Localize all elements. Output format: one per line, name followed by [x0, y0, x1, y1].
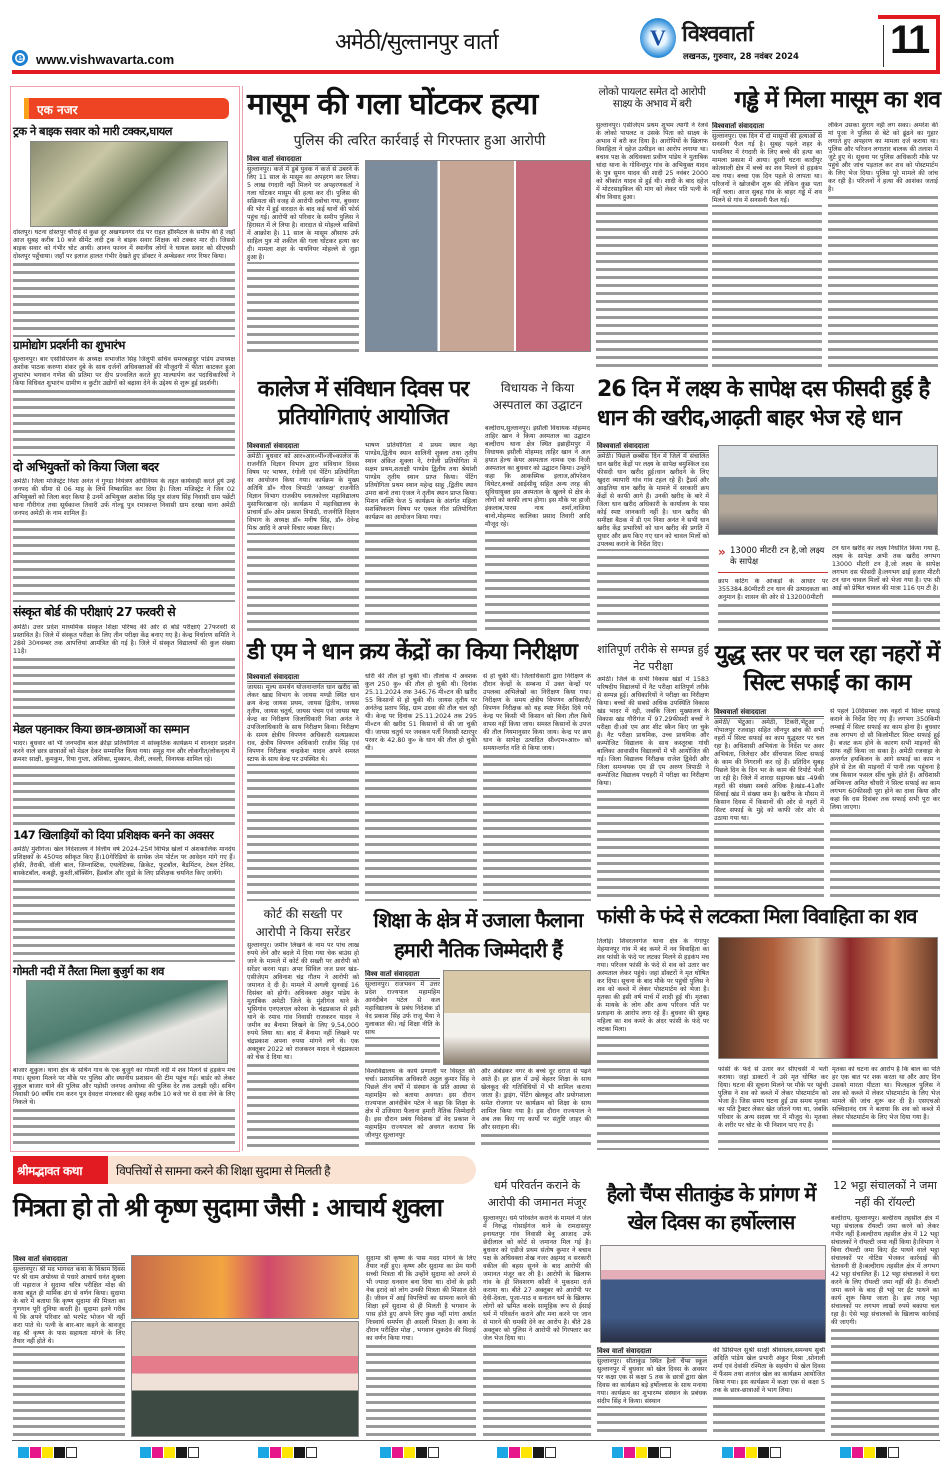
registration-grid-icon — [888, 1447, 899, 1458]
subheadline: पुलिस की त्वरित कार्रवाई से गिरफ्तार हुआ आरोपी — [293, 133, 546, 149]
headline-net-pariksha: शांतिपूर्ण तरीके से सम्पन्न हुई नेट परीक्षा — [597, 643, 709, 673]
sports-day-photo — [600, 1245, 826, 1343]
registration-grid-icon — [770, 1447, 781, 1458]
article-body: विश्वविद्यालय के कार्य प्रणाली पर विस्तृत की चर्चा। प्रशासनिक अधिकारी अतुल कुमार सिंह ने पिछले तीन वर्षों में संस्थान के प्रति आस्था से महामहिम को बताया अवगत। इस दौरान राज्यपाल आनंदीबेन पटेल ने कहा कि शिक्षा के क्षेत्र में उजियारा फैलाना हमारी नैतिक जिम्मेदारी है। इस दौरान प्रबंध निदेशक डॉ वेद प्रकाश ने महामहिम राज्यपाल को अवगत कराया कि जौनपुर सुल्तानपुर — [365, 1068, 475, 1150]
wedding-photo — [718, 937, 938, 1059]
news-title: 147 खिलाड़ियों को दिया प्रशिक्षक बनने का अवसर — [13, 828, 235, 843]
article-body: धोरी की तौल हो चुकी थी। तौलांक में अवशक कुल 250 कु० की तौल हो चुकी थी। दिनांक 25.11.2024 तक 346.76 मी०टन की खरीद 55 किसानों से हो चुकी थी। जायस तृतीय पर अनंतेन्द्र प्रताप सिंह, ग्राम उदवा की तौल चल रही थी। केन्द्र पर दिनांक 25.11.2024 तक 295 मी०टन की खरीद 51 किसानों से की जा चुकी थी। जायस चतुर्थ पर जवकन पर्ती निवासी स्टारपुर परवर के 42.80 कु० के धान की तौल हो चुकी थी। — [365, 673, 477, 901]
katha-banner-text: विपत्तियों से सामना करने की शिक्षा सुदामा से मिलती है — [116, 1164, 330, 1178]
meeting-photo — [718, 445, 938, 535]
news-title: गोमती नदी में तैरता मिला बुजुर्ग का शव — [13, 964, 235, 979]
article-body: अमेठी। जिले के सभी विकास खंडों में 1583 परिषदीय विद्यालयों में नैट परीक्षा शांतिपूर्ण तरीके से सम्पन्न हुई। अधिकारियों ने परीक्षा का निरीक्षण किया। बच्चों की सबसे अधिक उपस्थिति विकास खंड भादर में रही, जबकि जिला मुख्यालय के विकास खंड गौरीगंज में 97.29फीसदी बच्चों ने परीक्षा दी।ओ एम आर शीट स्कैन किए जा चुके हैं। नैट परीक्षा प्राथमिक, उच्च प्राथमिक और कम्पोजिट विद्यालय के साथ कस्तूरबा गांधी बालिका आवासीय विद्यालयों में भी आयोजित की गई। जिला विद्यालय निरीक्षक राजेश द्विवेदी और जिला समन्वयक एम डी एम अरुण त्रिपाठी ने कम्पोजिट विद्यालय पचहरी में परीक्षा का निरीक्षण किया। — [597, 676, 709, 901]
news-body: दोस्तपुर। घटना दोस्तपुर चौराहे से कुछ दूर अखण्डनगर रोड पर राहत हॉस्पिटल के समीप की है जहाँ आज सुबह करीब 10 बजे सीमेंट लदी ट्रक ने बाइक सवार शिक्षक को टक्कर मार दी। जिससे बाइक सवार को गंभीर चोट आयी। आनन फानन में स्थानीय लोगों ने घायल सवार को सीएचसी दोस्तपुर पहुँचाया। जहाँ पर इलाज हालत गंभीर देखते हुए डॉक्टर ने अम्बेडकर नगर रिफर किया। — [13, 229, 235, 337]
cmyk-swatch-yellow — [164, 1447, 175, 1458]
cmyk-swatch-black — [876, 1447, 887, 1458]
article-body: विश्ववार्ता संवाददाता अमेठी/ भेंटुआ। अमेठी, टिकरी,भेंटुआ , गोपालपुर रजवाहा सहित जौनपुर ब्रांच की सभी नहरों में सिल्ट सफाई का काम युद्धस्तर पर चल रहा है। अधिशासी अभियंता के निर्देश पर अवर अभियंता, जिलेदार और सींचपाल सिल्ट सफाई के काम की निगरानी कर रहे हैं। प्रतिदिन सुबह पिछले दिन के दिन भर के काम की रिपोर्ट भेजी जा रही है। जिले में शारदा सहायक खंड -49की नहरों की संख्या सबसे अधिक है।खंड-41और सिंचाई खंड में संख्या कम है। खरीफ के मौसम में किसान दिवस में किसानों की ओर से नहरों में सिल्ट सफाई के मुद्दे को काफी जोर शोर से उठाया गया था। — [714, 708, 824, 901]
news-title: संस्कृत बोर्ड की परीक्षाएं 27 फरवरी से — [13, 603, 235, 620]
news-body: बाजार शुकुल। थाना क्षेत्र के सथिन गाव के एक बुजुर्ग का गोमती नदी में शव मिलने से हड़कंप मच गया। सूचना मिलने पर मौके पर पुलिस और स्थानीय प्रशासन की टीम पहुंच गई। बार्डर को लेकर शुकुल बाजार थाने की पुलिस और पड़ोसी जनपद अयोध्या की पुलिस देर तक उलझी रही। सथिन निवासी 90 वर्षीय राम करन पुत्र देवदत्त मंगलवार की सुबह करीब 10 बजे घर से दवा लेने के लिए निकले थे। — [13, 1067, 235, 1147]
article-body: लेकिन उसका सुराग नहीं लग सका। अमरेश की मां पूजा ने पुलिस से बेटे को ढूंढने का गुहार लगाते हुए अपहरण का मामला दर्ज कराया था। पुलिस और परिजन लगातार बालक की तलाश में जुटे हुए थे। सूचना पर पुलिस अधिकारी मौके पर पहुंचे और जांच पड़ताल कर शव को पोस्टमार्टम के लिए भेज दिया। पुलिस पूरे मामले की जांच कर रही है। परिजनों ने हत्या की आशंका जताई है। — [828, 122, 938, 370]
masthead — [0, 0, 945, 75]
dateline: लखनऊ, गुरुवार, 28 नवंबर 2024 — [683, 52, 799, 62]
article-body: विश्व वार्ता संवाददाता सुल्तानपुर। कर्ज में डूबे युवक ने कर्ज से उबरने के लिए 11 साल के मासूम का अपहरण कर लिया। 5 लाख रंगदारी नहीं मिलने पर अपहरणकर्ता ने गला घोंटकर मासूम की हत्या कर दी। पुलिस की सक्रियता की वजह से आरोपी दबोचा गया, बुधवार की भोर में हुई वारदात के बाद कई थानों की फोर्स पहुंच गई। आरोपी को परिवार के समीप पुलिस ने हिरासत में ले लिया है। वारदात से मोहल्ले वासियों में आक्रोश है। 11 साल के मासूम औसाफ उर्फ साहिल पुत्र मो शकील की गला घोंटकर हत्या कर दी। मामला शहर के पायनियर मोहल्ले से जुड़ा हुआ है। — [247, 155, 359, 357]
header-rule — [12, 70, 940, 74]
cmyk-swatch-black — [416, 1447, 427, 1458]
article-body: बल्दीराय, सुल्तानपुर। बल्दीराय तहसील क्षेत्र में भट्ठा संचालक रॉयल्टी जमा करने को लेकर गंभीर नहीं है।बल्दीराय तहसील क्षेत्र में 12 भट्ठा संचालकों ने रॉयल्टी जमा नहीं किया है।विभाग ने बिना रॉयल्टी जमा किए ईंट पाथने वाले भट्ठा संचालकों पर नोटिस भेजकर कार्रवाई की चेतावनी दी है।बल्दीराय तहसील क्षेत्र में लगभग 42 भट्ठा संचालित हैं। 12 भट्ठा संचालकों ने धरा करने के लिए रॉयल्टी जमा नहीं की है। रॉयल्टी जमा करने के बाद ही भट्ठे पर ईंट पाथने का कार्य शुरू किया जाता है। इस तरह भट्ठा संचालकों पर लगभग लाखों रुपये बकाया चल रहा है। ऐसे भट्ठा संचालकों के खिलाफ कार्रवाई की जाएगी। — [831, 1215, 939, 1437]
cmyk-swatch-yellow — [746, 1447, 757, 1458]
cmyk-swatch-cyan — [258, 1447, 269, 1458]
cmyk-swatch-black — [758, 1447, 769, 1458]
article-body: सुल्तानपुर। जमीन लिखने के नाम पर पांच लाख रुपये लेने और बदले में दिया गया चेक बाउंस हो जाने के मामले में कोर्ट की सख्ती पर आरोपी को सरेंडर करना पड़ा। अपर सिविल जज प्रवर खंड-एसीजेएम अविनाश चंद्र गौतम ने आरोपी को जमानत दे दी है। मामले में अगली सुनवाई 16 दिसंबर को होगी। अधिवक्ता अंकुर पांडेय के मुताबिक अमेठी जिले के मुंशीगंज थाने के भुसिगांव एनएलएल कोरवा के चंद्रप्रकाश से इसी थाने के रमाव गांव निवासी राजकरन यादव ने जमीन का बैनामा लिखने के लिए 9,54,000 रुपये लिया था। बाद में बैनामा नहीं लिखने पर चंद्रप्रकाश अपना रुपया मांगने लगे थे। एक अक्तूबर 2022 को राजकरन यादव ने चंद्रप्रकाश को चेक दे दिया था। — [247, 942, 359, 1150]
article-body: सुल्तानपुर। धर्म परिवर्तन कराने के मामले में जेल में निरुद्ध गोसाईंगंज थाने के रामदासपुर इनायतपुर गांव निवासी बेनू आजाद उर्फ छेदीलाल को कोर्ट से जमानत मिल गई है। बुधवार को एडीजे प्रथम संतोष कुमार ने बचाव पक्ष के अधिवक्ता शेख नजर अहमद व सरकारी वकील की बहस सुनने के बाद आरोपी की जमानत मंजूर कर ली है। आरोपी के खिलाफ गांव के ही शिवशरण कौशी ने मुकदमा दर्ज कराया था। बीते 27 अक्तूबर को आरोपी पर देवी-देवता, पूजा-पाठ व सनातन धर्म के खिलाफ लोगों को भ्रमित करके सामूहिक रूप से ईसाई धर्म में परिवर्तन कराने और मना करने पर जान से मारने की धमकी देने का आरोप है। बीते 28 अक्तूबर को पुलिस ने आरोपी को गिरफ्तार कर जेल भेज दिया था। — [483, 1215, 591, 1437]
article-body: टन धान खरीद का लक्ष्य निर्धारित किया गया है, लक्ष्य के सापेक्ष अभी तक खरीद लगभग 13000 मीटरी टन है,जो लक्ष्य के सापेक्ष लगभग दस फीसदी है।लगभग ढाई हजार मीटरी टन धान चावल मिलों को भेजा गया है। एफ सी आई को प्रेषित चावल की मात्रा 116 एम टी है। — [832, 545, 940, 632]
cmyk-swatch-cyan — [722, 1447, 733, 1458]
headline-loco-pilot: लोको पायलट समेत दो आरोपी साक्ष्य के अभाव में बरी — [598, 86, 706, 111]
article-body: बल्दीराय,सुल्तानपुर। इसौली विधायक मोहम्मद ताहिर खान ने किया अस्पताल का उद्घाटन बल्दीराय थाना क्षेत्र स्थित इब्राहीमपुर में विधायक इसौली मोहम्मद ताहिर खान ने अल हयात हेल्थ केयर अस्पताल नामक एक निजी अस्पताल का बुधवार को उद्घाटन किया। उन्होंने कहा कि आकस्मिक इलाज,ऑपरेशन थियेटर,बच्चों आईसीयू सहित अन्य तरह की सुविधायुक्त इस अस्पताल के खुलने से क्षेत्र के लोगों को काफी लाभ होगा। इस मौके पर हाजी इंकलाब,पारस नाथ शर्मा,नाजिया बानो,मोहम्मद कालिका प्रसाद तिवारी आदि मौजूद रहे। — [485, 425, 590, 632]
cmyk-swatch-black — [294, 1447, 305, 1458]
article-body: से पहले 10दिसम्बर तक नहरों में सिल्ट सफाई कराने के निर्देश दिए गए हैं। लगभग 350किमी लम्बाई में सिल्ट सफाई का काम होना है। बुधवार तक लगभग दो सौ किलोमीटर सिल्ट सफाई हुई है। बजट कम होने के कारण सभी माइनरों की साफ नहीं किया जा सका है। अमेठी रजवाहा के अन्तर्गत हथकिलन के आगे सफाई का काम न होने से टेल की माइनरों में पानी तक पहुंचना है जब किसान फसल सींच चुके होते हैं। अधिशासी अभियन्ता अमित चौधरी ने सिल्ट सफाई का काम लगभग 60फीसदी पूरा होने का दावा किया और कहा कि दस दिसंबर तक सफाई सभी पूरा कर लिया जाएगा। — [830, 708, 940, 901]
registration-grid-icon — [188, 1447, 199, 1458]
cmyk-swatch-black — [533, 1447, 544, 1458]
article-body: सुल्तानपुर। एसीजेएम प्रथम शुभम त्यागी ने रेलवे के लोको पायलट व उसके पिता को साक्ष्य के अभाव में बरी कर दिया है। आरोपियों के खिलाफ विवाहिता ने दहेज उत्पीड़न का आरोप लगाया था। बचाव पक्ष के अधिवक्ता प्रवीण पांडेय ने मुताबिक चांदा थाना के गोविन्दपुर गांव के अभियुक्त यादव के पुत्र सुमन यादव की शादी 25 नवंबर 2000 को श्रीकांत यादव से हुई थी। शादी के बाद दहेज में मोटरसाइकिल की मांग को लेकर पति पत्नी के बीच विवाद हुआ। — [596, 122, 708, 370]
cmyk-swatch-cyan — [840, 1447, 851, 1458]
cmyk-swatch-cyan — [18, 1447, 29, 1458]
cmyk-swatch-magenta — [852, 1447, 863, 1458]
headline-nahar-silt: युद्ध स्तर पर चल रहा नहरों में सिल्ट सफाई का काम — [714, 641, 940, 696]
cmyk-swatch-black — [54, 1447, 65, 1458]
headline-dhan-kharid: 26 दिन में लक्ष्य के सापेक्ष दस फीसदी हुई है धान की खरीद,आढ़ती बाहर भेज रहे धान — [597, 377, 930, 431]
column-divider — [242, 86, 243, 1151]
news-title: ग्रामोद्योग प्रदर्शनी का शुभारंभ — [13, 338, 235, 353]
headline-dm-nirikshan: डी एम ने धान क्रय केंद्रों का किया निरीक्षण — [247, 639, 578, 665]
website-url[interactable]: www.vishwavarta.com — [36, 52, 175, 67]
cmyk-swatch-group — [258, 1447, 317, 1458]
river-photo — [26, 980, 228, 1064]
katha-banner-tag: श्रीमद्भावत कथा — [13, 1156, 108, 1184]
news-title: मेडल पहनाकर किया छात्र-छात्राओं का सम्मान — [13, 722, 235, 737]
headline-hello-champs: हैलो चैंप्स सीताकुंड के प्रांगण में खेल दिवस का हर्षोल्लास — [606, 1182, 816, 1234]
news-body: भादर। बुधवार को भी जनपदीय बाल क्रीड़ा प्रतियोगिता में सांस्कृतिक कार्यक्रम में शानदार प्रदर्शन करने वाले छात्र छात्राओं को मेडल देकर सम्मानित किया गया। समूह गान और लोकगीत/लोकनृत्य में क्रमशः साक्षी, कुमकुम, रिया गुप्ता, अंशिका, मुस्कान, शैली, लवली, विनायक शामिल रहे। — [13, 740, 235, 826]
registration-grid-icon — [66, 1447, 77, 1458]
cmyk-swatch-group — [722, 1447, 781, 1458]
ek-nazar-badge: एक नजर — [24, 98, 229, 119]
news-title: ट्रक ने बाइक सवार को मारी टक्कर,घायल — [13, 124, 235, 139]
cmyk-swatch-yellow — [404, 1447, 415, 1458]
news-body: अमेठी। उत्तर प्रदेश माध्यमिक संस्कृत शिक्षा परिषद की ओर से बोर्ड परीक्षाएं 27फरवरी से प्रस्तावित है। जिले में संस्कृत परीक्षा के लिए तीन परीक्षा केंद्र बनाए गए है। केन्द्र निर्धारण समिति ने 28से 30नवम्बर तक आपत्तियां आमंत्रित की गई है। जिले में संस्कृत विद्यालयों की कुल संख्या 11है। — [13, 624, 235, 720]
cmyk-swatch-group — [840, 1447, 899, 1458]
cmyk-swatch-black — [176, 1447, 187, 1458]
cmyk-swatch-cyan — [380, 1447, 391, 1458]
article-body: से हो चुकी थी। जिलाधिकारी द्वारा निरीक्षण के दौरान केन्द्रों के सम्बन्ध में उक्त केन्द्रों पर उपलब्ध अभिलेखों का निरीक्षण किया गया। निरीक्षण के समय क्षेत्रीय विपणन अधिकारी/विपणन निरीक्षक को यह स्पष्ट निर्देश दिये गये केन्द्र पर किसी भी किसान को बिना तौल किये वापस नहीं किया जाय। समस्त किसानों के उपज की तौल नियमानुसार किया जाय। केन्द्र पर क्रय धान के सापेक्ष उत्पादित सी०एम०आर० को समयान्तर्गत गति से किया जाय। — [483, 673, 591, 901]
cmyk-swatch-group — [18, 1447, 77, 1458]
article-body: विश्ववार्ता संवाददाता जायस। मूल्य समर्थन योजनान्तर्गत धान खरीद को लेकर खाद्य विभाग के जायस मण्डी स्थित धान क्रय केन्द्र जायस प्रथम, जायस द्वितीय, जायस तृतीय, जायस चतुर्थ, जायस पंचम एवं जायस षष्ट केन्द्र का निरीक्षण जिलाधिकारी निशा अनंत ने उपजिलाधिकारी के साथ निरीक्षण किया। निरीक्षण के समय क्षेत्रीय विपणन अधिकारी सत्यप्रकाश राव, क्षेत्रीय विपणन अधिकारी राजीव सिंह एवं विपणन निरीक्षक चन्द्रकेश यादव अपने समस्त स्टाफ के साथ केन्द्र पर उपस्थित थे। — [247, 673, 359, 901]
article-body: विश्ववार्ता संवाददाता अमेठी। बुधवार को आर०आर०पी०जी०कालेज के राजनीति विज्ञान विभाग द्वारा संविधान दिवस विषय पर भाषण, रंगोली एवं पेंटिंग प्रतियोगिता का आयोजन किया गया। कार्यक्रम के मुख्य अतिथि डॉ० गौरव त्रिपाठी 'अध्यक्ष' राजनीति विज्ञान विभाग राजकीय स्नातकोत्तर महाविद्यालय मुसाफिरखाना रहे। कार्यक्रम में महाविद्यालय के प्राचार्य डॉ० ओम प्रकाश त्रिपाठी, राजनीति विज्ञान विभाग के अध्यक्ष डॉ० मनीष सिंह, डॉ० देवेन्द्र मिश्र आदि ने अपने विचार व्यक्त किए। — [247, 442, 359, 632]
page-number-divider — [883, 25, 884, 67]
headline-samvidhan-diwas: कालेज में संविधान दिवस पर प्रतियोगिताएं आयोजित — [257, 377, 469, 430]
cmyk-swatch-group — [380, 1447, 439, 1458]
cmyk-swatch-magenta — [734, 1447, 745, 1458]
cmyk-swatch-group — [612, 1447, 671, 1458]
cmyk-swatch-magenta — [30, 1447, 41, 1458]
footer-rule — [12, 1440, 940, 1441]
quote-mark-icon: » — [718, 545, 726, 559]
cmyk-swatch-yellow — [864, 1447, 875, 1458]
headline-shiksha-ujala: शिक्षा के क्षेत्र में उजाला फैलाना हमारी नैतिक जिम्मेदारी हैं — [373, 908, 583, 962]
cmyk-swatch-yellow — [282, 1447, 293, 1458]
article-body: क्राप कटिंग के आंकड़ों के आधार पर 355384.80मीटरी टन धान की उत्पादकता का अनुमान है। शासन की ओर से 132000मीटरी — [718, 578, 828, 632]
headline-mitrata: मित्रता हो तो श्री कृष्ण सुदामा जैसी : आचार्य शुक्ला — [13, 1193, 442, 1222]
news-body: सुल्तानपुर। बार एसोसिएशन के अध्यक्ष सभाजीत सिंह जिलुपी सचिव समरबहादुर पांडेय उपाध्यक्ष अशोक पाठक करुणा शंकर दुबे के साथ दर्जनों अधिवक्ताओं की मौजूदगी में फीता काटकर हुआ शुभारंभ भगवान गणेश की प्रतिमा पर दीप प्रज्वलित करते हुए माल्यार्पण कर पदाधिकारियों ने किया विधिवत शुभारंभ ग्रामीण व कुटीर उद्योगों को बढ़ावा देने के उद्देश्य से शुरू हुई प्रदर्शनी। — [13, 356, 235, 456]
article-body: विश्ववार्ता संवाददाता सुल्तानपुर। एक दिन में दो मासूमों की हत्याओं से सनसनी फैल गई है। सुबह पहले शहर के पायनियर में रंगदारी के लिए बच्चे की हत्या का मामला प्रकाश में आया। दूसरी घटना कादीपुर कोतवाली क्षेत्र में बच्चे का शव मिलने से हड़कंप मच गया। बच्चा एक दिन पहले से लापता था। परिजनों ने खोजबीन शुरू की लेकिन कुछ पता नहीं चला। आज सुबह गांव के बाहर गड्ढे में शव मिलने से गांव में सनसनी फैल गई। — [712, 122, 822, 370]
article-body: और अंबेडकर नगर के बच्चे दूर दराज से पढ़ने आते हैं। हर हाल में उन्हें बेहतर शिक्षा के साथ खेलकूद की गतिविधियों में भी शामिल कराया जाता है। ड्राइंग, पेंटिंग खेलकूद और प्रयोगशाला समेत रोजगार पर कार्यक्रम को शिक्षा के साथ शामिल किया गया है। इस दौरान राज्यपाल ने अब तक किए गए कार्यों पर संतुष्टि जाहर की और सराहना की। — [481, 1068, 591, 1150]
cmyk-swatch-magenta — [509, 1447, 520, 1458]
news-title: दो अभियुक्तों को किया जिला बदर — [13, 458, 235, 475]
news-body: अमेठी। जिला मजिस्ट्रेट निशा अनंत ने गुण्डा नियंत्रण अधिनियम के तहत कार्यवाही करते हुये उन्हें जनपद की सीमा से 06 माह के लिये निष्कासित कर दिया है। जिला मजिस्ट्रेट ने जिन 02 अभियुक्तों को जिला बदर किया है उनमें अभियुक्त अशोक सिंह पुत्र संजय सिंह निवासी ग्राम पछेंटी थाना गौरीगंज तथा सूर्यकान्त तिवारी उर्फ गोल्डू पुत्र रमाकान्त निवासी ग्राम दरखा थाना अमेठी जनपद अमेठी के नाम शामिल हैं। — [13, 478, 235, 602]
article-body: की प्रिंसिपल सुश्री साक्षी श्रीवास्तव,समन्वय सुश्री अदिति पांडेय खेल प्रभारी अंकुर मिश्रा ,सोनाली शर्मा एवं देवांशी रश्मिता के सहयोग से खेल दिवस में फैंसम तथा शतरंज खेल का कार्यक्रम आयोजित किया गया। इस कार्यक्रम में कक्षा एक से कक्षा 5 तक के छात्र-छात्राओं ने भाग लिया। — [713, 1347, 825, 1437]
governor-meeting-photo — [443, 970, 591, 1065]
article-body: विश्ववार्ता संवाददाता अमेठी। पिछले छब्बीस दिन में जिले में संचालित धान खरीद केंद्रों पर लक्ष्य के सापेक्ष बमुश्किल दस फीसदी धान खरीद हुई।धान खरीदने के लिए खुदरा व्यापारी गांव गांव टहल रहे हैं। ट्रैडर्स और आढ़तिया धान खरीद के मामले में सरकारी क्रय केंद्रों से काफी आगे हैं। उनकी खरीद के बारे में जिला धान खरीद अधिकारी के कार्यालय के पास कोई स्पष्ट जानकारी नहीं है। धान खरीद की समीक्षा बैठक में डी एम निशा अनंत ने सभी धान खरीद केंद्र प्रभारियों को धान खरीद की प्रगति में सुधार और क्रय किए गए धान को चावल मिलों को उपलब्ध कराने के निर्देश दिए। — [597, 442, 709, 632]
cmyk-swatch-magenta — [624, 1447, 635, 1458]
registration-grid-icon — [660, 1447, 671, 1458]
cmyk-swatch-group — [140, 1447, 199, 1458]
article-body: तिलोई। शिवरतनगंज थाना क्षेत्र के गंगापुर मेहमानपुर गांव में बंद कमरे में नव विवाहिता का शव फांसी के फंदे पर लटका मिलने से हड़कंप मच गया। परिजन फांसी के फंदे से शव को उतार कर अस्पताल लेकर पहुंचे। जहां डॉक्टरों ने मृत घोषित कर दिया। सूचना के बाद मौके पर पहुंची पुलिस ने शव को कब्जे में लेकर पोस्टमार्टम को भेजा है। मृतका की इसी वर्ष मार्च में शादी हुई थी। मृतका के मायके के लोग और अन्य परिजन पति पर प्रताड़ना के आरोप लगा रहे हैं। बुधवार की सुबह महिला का शव कमरे के अंदर फांसी के फंदे पर लटका मिला। — [597, 938, 709, 1150]
cmyk-swatch-cyan — [140, 1447, 151, 1458]
registration-grid-icon — [306, 1447, 317, 1458]
cmyk-swatch-magenta — [152, 1447, 163, 1458]
section-title: अमेठी/सुल्तानपुर वार्ता — [335, 30, 498, 55]
cmyk-swatch-cyan — [612, 1447, 623, 1458]
cmyk-swatch-magenta — [270, 1447, 281, 1458]
headline-dharm-parivartan: धर्म परिवर्तन कराने के आरोपी की जमानत मंजूर — [487, 1179, 587, 1209]
brand-logo-icon: V — [640, 18, 676, 58]
registration-grid-icon — [428, 1447, 439, 1458]
katha-puja-photo — [131, 1255, 359, 1319]
cmyk-swatch-yellow — [42, 1447, 53, 1458]
cmyk-swatch-black — [648, 1447, 659, 1458]
article-body: फांसी के फंदे से उतार कर सीएचसी में भर्ती कराया। जहां डाक्टरों ने उसे मृत घोषित कर दिया। घटना की सूचना मिलने पर मौके पर पहुंची पुलिस ने शव को कब्जे में लेकर पोस्टमार्टम को भेजा है। जिस समय घटना हुई उस समय मृतका का पति ट्रैक्टर लेकर खेत जोतने गया था, जबकि परिवार के अन्य सदस्य घर में मौजूद थे। मृतका के शरीर पर चोट के भी निशान पाए गए हैं। — [718, 1066, 828, 1150]
headline-gaddhe-shav: गड्ढे में मिला मासूम का शव — [734, 87, 940, 113]
headline-bhattha-royalty: 12 भट्ठा संचालकों ने जमा नहीं की रॉयल्टी — [833, 1179, 937, 1209]
article-body: विश्व वार्ता संवाददाता सुल्तानपुर। राजभवन में उत्तर प्रदेश राज्यपाल महामहिम आनंदीबेन पटेल से कल महाविद्यालय के प्रबंध निदेशक डॉ वेद प्रकाश सिंह उर्फ राजू भैया ने मुलाकात की। नई शिक्षा नीति के साथ — [365, 970, 440, 1078]
victim-photos — [365, 160, 591, 352]
katha-stage-photo — [131, 1321, 359, 1437]
article-body: विश्व वार्ता संवाददाता सुल्तानपुर। सीताकुंड स्थित हैलो चैंप्स स्कूल सुल्तानपुर में बुधवार को खेल दिवस के अवसर पर कक्षा एक से कक्षा 5 तक के छात्रों द्वारा खेल दिवस का कार्यक्रम बड़े हर्षोल्लास के साथ मनाया गया। कार्यक्रम का शुभारम्भ संस्थान के प्रबंधक संदीप सिंह ने किया। संस्थान — [597, 1347, 707, 1437]
headline-vivahita-shav: फांसी के फंदे से लटकता मिला विवाहिता का शव — [597, 904, 917, 928]
cmyk-swatch-cyan — [497, 1447, 508, 1458]
quote-text: 13000 मीटरी टन है,जो लक्ष्य के सापेक्ष — [730, 546, 825, 567]
ie-logo-icon: e — [12, 50, 28, 66]
article-body: भाषण प्रतियोगिता में प्रथम स्थान नेहा पाण्डेय,द्वितीय स्थान शालिनी शुक्ला तथा तृतीय स्थान अंकित शुक्ला ने, रंगोली प्रतियोगिता में सक्षम प्रथम,शताक्षी पाण्डेय द्वितीय तथा श्रेयांशी पाण्डेय तृतीय स्थान प्राप्त किया। पेंटिंग प्रतियोगिता प्रथम स्थान महेन्द्र साहू ,द्वितीय स्थान उमरा बानो तथा एंजल ने तृतीय स्थान प्राप्त किया। मिशन शक्ति फेज 5 कार्यक्रम के अंतर्गत महिला सशक्तिकरण विषय पर एकल गीत प्रतियोगिता कार्यक्रम का आयोजन किया गया। — [365, 442, 477, 632]
news-body: अमेठी/ मुंशीगंज। खेल निदेशालय ने वित्तीय वर्ष 2024-25में विभिन्न खेलों में अंशकालिक मानदेय प्रशिक्षकों के 450पद स्वीकृत किए हैं।10गेरिडियो के साथेक जेम पोर्टल पर आवेदन मांगे गए हैं। हॉकी, तैराकी, वॉली बाल, जिम्नास्टिक, एथलेटिक्स, क्रिकेट, फुटबॉल, बैडमिंटन, टेबल टेनिस, बास्केटबॉल, कबड्डी, कुश्ती,बॉक्सिंग, हैंडबॉल और जूडो के लिए प्रशिक्षक चयनित किए जायेंगे। — [13, 846, 235, 962]
headline-court-surrender: कोर्ट की सख्ती पर आरोपी ने किया सरेंडर — [255, 907, 351, 939]
cmyk-swatch-magenta — [392, 1447, 403, 1458]
cmyk-swatch-yellow — [521, 1447, 532, 1458]
pull-quote — [718, 545, 828, 573]
article-body: मृतका को घटना का आरोप है कि बाल का पति हर एक बात पर शक करता था और आए दिन उसको मारता पीटता था। फिलहाल पुलिस ने शव को कब्जे में लेकर पोस्टमार्टम के लिए भेज मामले की जांच शुरू कर दी है। एसएचओ सच्चिदानंद राय ने बताया कि शव को कब्जे में लेकर पोस्टमार्टम के लिए भेज दिया गया है। — [832, 1066, 940, 1150]
page-number: 11 — [890, 18, 929, 62]
registration-grid-icon — [545, 1447, 556, 1458]
article-body: सुदामा श्री कृष्ण के पास मदद मांगने के लिए तैयार नहीं हुए। कृष्ण और सुदामा का प्रेम यानी सच्ची मित्रता थी कि उन्होंने सुदामा को अपने से भी ज्यादा धनवान बना दिया था। दोनों के इसी नेक इरादे को लोग उनकी मित्रता की मिसाल देते हैं। जीवन में आई विपत्तियों का सामना करने की शिक्षा हमें सुदामा से ही मिलती है भगवान के पास होते हुए अपने लिए कुछ नहीं मांगा अर्थात निःस्वार्थ समर्पण ही असली मित्रता है। कथा के दौरान परीक्षित मोक्ष , भगवान शुकदेव की विदाई का वर्णन किया गया। — [366, 1255, 476, 1437]
headline-masoom-hatya: मासूम की गला घोंटकर हत्या — [247, 87, 538, 122]
cmyk-swatch-yellow — [636, 1447, 647, 1458]
brand-name: विश्ववार्ता — [682, 22, 753, 47]
headline-vidhayak-aspatal: विधायक ने किया अस्पताल का उद्घाटन — [492, 381, 583, 412]
article-body: विश्व वार्ता संवाददाता सुल्तानपुर। श्री मद भागवत कथा के विश्राम दिवस पर श्री धाम अयोध्या से पधारे आचार्य धनंत शुक्ला जी महाराज ने सुदामा चरित्र परीक्षित मोक्ष की कथा बहुत ही मार्मिक ढंग से वर्णन किया। सुदामा के बारे में बताया कि कृष्ण सुदामा की मित्रता का गुणगान पूरी दुनिया करती है। सुदामा इतने गरीब थे कि अपने परिवार को भरपेट भोजन भी नहीं करा पाते थे। पत्नी के बार-बार कहने के बावजूद वह श्री कृष्ण के पास सहायता मांगने के लिए तैयार नहीं होते थे। — [13, 1255, 125, 1437]
cmyk-swatch-group — [497, 1447, 556, 1458]
accident-photo — [30, 141, 228, 227]
